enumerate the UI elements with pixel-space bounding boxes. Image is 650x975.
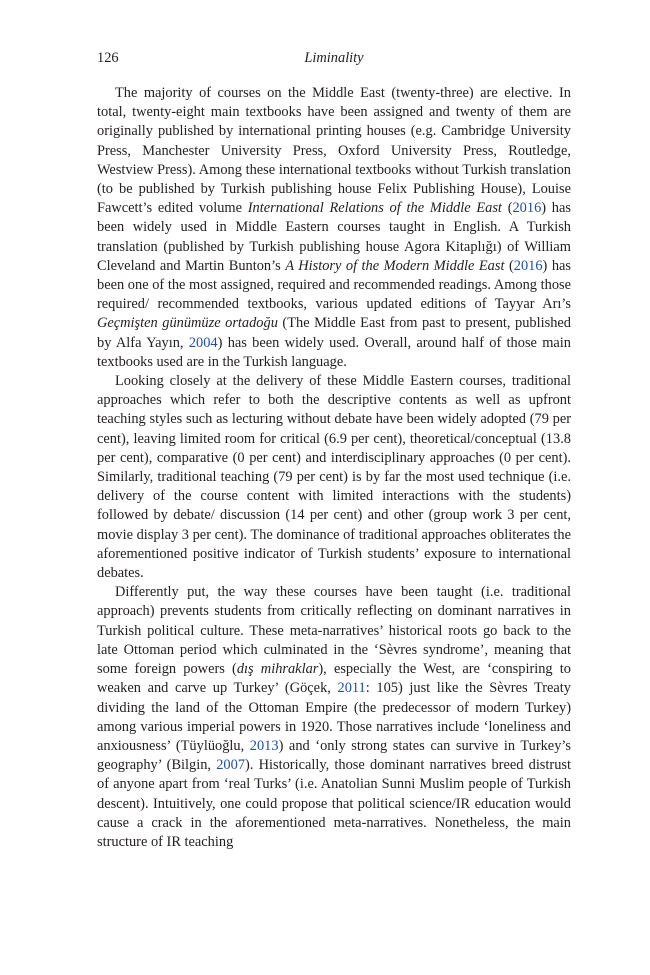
italic-title: Geçmişten günümüze ortadoğu	[97, 315, 278, 332]
text-run: ), especially the West, are ‘conspiring to weaken and carve up Turkey’ (Göçek,	[97, 661, 571, 697]
citation-link[interactable]: 2016	[512, 200, 542, 217]
text-run: (The Middle East from past to present, published by Alfa Yayın,	[97, 315, 571, 351]
text-run: (	[504, 257, 514, 274]
text-run: ) has been widely used in Middle Eastern courses taught in English. A Turkish translation (published by Turkish publishing house Agora Kitaplığı) of William Cleveland and Martin Bunton’s	[97, 200, 571, 274]
text-run: : 105) just like the Sèvres Treaty dividing the land of the Ottoman Empire (the predecessor of modern Turkey) among various imperial powers in 1920. Those narratives include ‘loneliness and anxiousness’ (Tüylüoğlu,	[97, 680, 571, 754]
text-run: ). Historically, those dominant narratives breed distrust of anyone apart from ‘real Turks’ (i.e. Anatolian Sunni Muslim people of Turkish descent). Intuitively, one could propose that political science/IR education would cause a crack in the aforementioned meta-narratives. Nonetheless, the main structure of IR teaching	[97, 757, 571, 850]
body-text	[97, 84, 571, 852]
text-run: ) has been one of the most assigned, required and recommended readings. Among those required/ recommended textbooks, various updated editions of Tayyar Arı’s	[97, 257, 572, 313]
paragraph	[97, 84, 571, 372]
running-title: Liminality	[304, 50, 364, 66]
page-number: 126	[97, 50, 119, 66]
italic-title: International Relations of the Middle East	[247, 200, 502, 217]
citation-link[interactable]: 2011	[337, 680, 366, 697]
citation-link[interactable]: 2016	[513, 257, 543, 274]
citation-link[interactable]: 2004	[188, 334, 218, 351]
citation-link[interactable]: 2007	[216, 757, 246, 774]
text-run: (	[501, 200, 513, 217]
italic-title: dış mihraklar	[236, 661, 319, 678]
text-run: The majority of courses on the Middle East (twenty-three) are elective. In total, twenty-eight main textbooks have been assigned and twenty of them are originally published by international printing houses (e.g. Cambridge University Press, Manchester University Press, Oxford University Press, Routledge, Westview Press). Among these international textbooks without Turkish translation (to be published by Turkish publishing house Felix Publishing House), Louise Fawcett’s edited volume	[97, 85, 571, 217]
text-run: Looking closely at the delivery of these Middle Eastern courses, traditional approaches which refer to both the descriptive contents as well as upfront teaching styles such as lecturing without debate have been widely adopted (79 per cent), leaving limited room for critical (6.9 per cent), theoretical/conceptual (13.8 per cent), comparative (0 per cent) and interdisciplinary approaches (0 per cent). Similarly, traditional teaching (79 per cent) is by far the most used technique (i.e. delivery of the course content with limited interactions with the students) followed by debate/ discussion (14 per cent) and other (group work 3 per cent, movie display 3 per cent). The dominance of traditional approaches obliterates the aforementioned positive indicator of Turkish students’ exposure to international debates.	[97, 373, 571, 582]
text-run: ) and ‘only strong states can survive in Turkey’s geography’ (Bilgin,	[97, 737, 571, 774]
text-run: ) has been widely used. Overall, around half of those main textbooks used are in the Turkish language.	[97, 334, 571, 370]
paragraph	[97, 372, 571, 583]
text-run: Differently put, the way these courses have been taught (i.e. traditional approach) prevents students from critically reflecting on dominant narratives in Turkish political culture. These meta-narratives’ historical roots go back to the late Ottoman period which culminated in the ‘Sèvres syndrome’, meaning that some foreign powers (	[97, 584, 571, 678]
citation-link[interactable]: 2013	[249, 737, 279, 754]
paragraph	[97, 583, 571, 852]
italic-title: A History of the Modern Middle East	[285, 257, 505, 274]
running-head	[97, 50, 571, 70]
